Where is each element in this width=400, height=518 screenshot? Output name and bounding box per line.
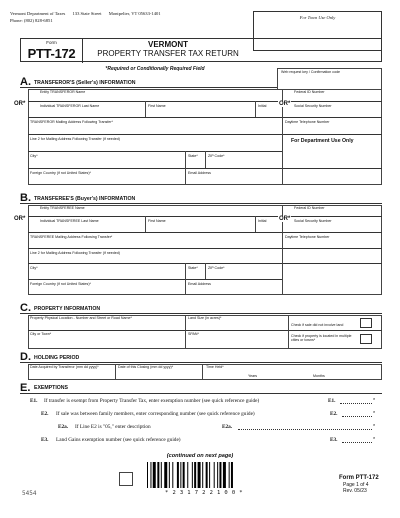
a-phone-label: Daytime Telephone Number bbox=[285, 120, 330, 124]
footer-checkbox[interactable] bbox=[119, 472, 133, 486]
e3-text: Land Gains exemption number (see quick reference guide) bbox=[56, 437, 181, 443]
a-fein-input[interactable] bbox=[283, 94, 381, 101]
dept-name: Vermont Department of Taxes bbox=[10, 11, 66, 16]
dept-city: Montpelier, VT 05633-1401 bbox=[108, 11, 161, 16]
section-a-row-line bbox=[28, 151, 282, 152]
section-a-row-line bbox=[28, 101, 382, 102]
section-c-row-line bbox=[28, 330, 382, 331]
a-email-label: Email Address bbox=[188, 171, 211, 175]
b-addr1-input[interactable] bbox=[29, 239, 281, 247]
a-dept-use-label: For Department Use Only bbox=[291, 138, 354, 144]
e3-input[interactable] bbox=[342, 442, 372, 443]
section-a-row-line bbox=[28, 134, 382, 135]
c-multi-checkbox[interactable] bbox=[360, 334, 372, 344]
b-fein-label: Federal ID Number bbox=[294, 206, 325, 210]
a-phone-input[interactable] bbox=[283, 124, 381, 133]
section-a-title: TRANSFEROR'S (Seller's) INFORMATION bbox=[34, 80, 136, 86]
b-addr1-label: TRANSFEREE Mailing Address Following Transfer* bbox=[30, 235, 113, 239]
a-state-input[interactable] bbox=[186, 158, 204, 167]
department-address bbox=[10, 11, 161, 17]
a-entity-label: Entity TRANSFEROR Name bbox=[40, 90, 86, 94]
a-last-label: Individual TRANSFEROR Last Name bbox=[40, 104, 100, 108]
section-a-row-line bbox=[28, 168, 382, 169]
d-months-label: Months bbox=[313, 374, 325, 378]
department-phone: Phone: (802) 828-6851 bbox=[10, 18, 53, 23]
a-or-left: OR* bbox=[14, 101, 26, 107]
section-b-rule bbox=[20, 203, 382, 204]
b-entity-input[interactable] bbox=[29, 210, 281, 216]
a-city-input[interactable] bbox=[29, 158, 184, 167]
b-last-input[interactable] bbox=[29, 223, 144, 231]
a-last-input[interactable] bbox=[29, 108, 144, 116]
a-first-input[interactable] bbox=[146, 108, 254, 116]
barcode-text: * 2 3 1 7 2 2 1 0 0 * bbox=[165, 490, 243, 496]
form-title-name: PROPERTY TRANSFER TAX RETURN bbox=[97, 48, 239, 58]
dept-street: 133 State Street bbox=[72, 11, 102, 16]
section-c-col-line bbox=[288, 315, 289, 349]
e1-input[interactable] bbox=[340, 403, 372, 404]
b-or-left: OR* bbox=[14, 216, 26, 222]
b-zip-label: ZIP Code* bbox=[208, 266, 225, 270]
section-d-rule bbox=[20, 362, 382, 363]
c-location-label: Property Physical Location - Number and Street or Road Name* bbox=[30, 316, 132, 320]
section-e-rule bbox=[20, 393, 382, 394]
e1-required-star: * bbox=[373, 398, 376, 404]
c-location-input[interactable] bbox=[29, 320, 184, 329]
b-country-input[interactable] bbox=[29, 286, 184, 294]
c-land-label: Land Size (in acres)* bbox=[188, 316, 222, 320]
a-country-input[interactable] bbox=[29, 175, 184, 184]
b-initial-label: Initial bbox=[258, 219, 267, 223]
a-entity-input[interactable] bbox=[29, 94, 281, 101]
a-addr1-input[interactable] bbox=[29, 124, 281, 133]
section-c-rule bbox=[20, 313, 382, 314]
e3-code: E3. bbox=[330, 437, 338, 443]
a-ssn-input[interactable] bbox=[283, 108, 381, 116]
b-or-right: OR* bbox=[279, 216, 291, 222]
c-span-label: SPAN* bbox=[188, 332, 199, 336]
section-b-title: TRANSFEREE'S (Buyer's) INFORMATION bbox=[34, 196, 136, 202]
a-initial-input[interactable] bbox=[256, 108, 281, 116]
continued-note: (continued on next page) bbox=[166, 453, 234, 459]
e2a-number: E2a. bbox=[58, 424, 69, 430]
a-fein-label: Federal ID Number bbox=[294, 90, 325, 94]
a-city-label: City* bbox=[30, 154, 38, 158]
b-entity-label: Entity TRANSFEREE Name bbox=[40, 206, 85, 210]
a-addr2-input[interactable] bbox=[29, 141, 281, 150]
a-addr1-label: TRANSFEROR Mailing Address Following Transfer* bbox=[30, 120, 113, 124]
footer-code: 5454 bbox=[22, 490, 37, 497]
section-d-letter: D. bbox=[20, 351, 31, 363]
d-acquired-input[interactable] bbox=[29, 369, 114, 379]
b-email-input[interactable] bbox=[186, 286, 281, 294]
c-no-land-checkbox[interactable] bbox=[360, 318, 372, 328]
b-email-label: Email Address bbox=[188, 282, 211, 286]
b-phone-input[interactable] bbox=[283, 239, 381, 247]
e2a-input[interactable] bbox=[238, 429, 372, 430]
a-initial-label: Initial bbox=[258, 104, 267, 108]
d-acquired-label: Date Acquired by Transferor (mm dd yyyy)* bbox=[30, 365, 99, 369]
section-b-row-line bbox=[28, 279, 282, 280]
b-phone-label: Daytime Telephone Number bbox=[285, 235, 330, 239]
d-years-input[interactable] bbox=[206, 371, 246, 378]
b-city-label: City* bbox=[30, 266, 38, 270]
e2a-required-star: * bbox=[373, 424, 376, 430]
e3-number: E3. bbox=[41, 437, 49, 443]
b-addr2-input[interactable] bbox=[29, 255, 281, 262]
section-e-letter: E. bbox=[20, 382, 31, 394]
a-zip-label: ZIP Code* bbox=[208, 154, 225, 158]
c-town-label: City or Town* bbox=[30, 332, 52, 336]
a-addr2-label: Line 2 for Mailing Address Following Transfer (if needed) bbox=[30, 137, 120, 141]
form-label: Form bbox=[46, 40, 57, 45]
footer-rev: Rev. 05/23 bbox=[343, 488, 367, 494]
e2-input[interactable] bbox=[342, 416, 372, 417]
b-first-input[interactable] bbox=[146, 223, 254, 231]
b-zip-input[interactable] bbox=[206, 270, 281, 278]
d-years-label: Years bbox=[248, 374, 258, 378]
town-use-label: For Town Use Only bbox=[299, 15, 336, 20]
web-request-label: Web request key / Confirmation code bbox=[281, 70, 341, 74]
footer-page: Page 1 of 4 bbox=[343, 482, 369, 488]
b-country-label: Foreign Country (if not United States)* bbox=[30, 282, 91, 286]
section-a-rule bbox=[20, 87, 277, 88]
section-d-title: HOLDING PERIOD bbox=[34, 355, 80, 361]
c-land-input[interactable] bbox=[186, 320, 287, 329]
b-ssn-input[interactable] bbox=[283, 223, 381, 231]
e2a-text: If Line E2 is "05," enter description bbox=[75, 424, 151, 430]
section-b-row-line bbox=[28, 248, 382, 249]
form-title bbox=[83, 41, 253, 58]
a-or-right: OR* bbox=[279, 101, 291, 107]
a-country-label: Foreign Country (if not United States)* bbox=[30, 171, 91, 175]
barcode bbox=[145, 462, 263, 488]
section-b-row-line bbox=[28, 232, 382, 233]
form-title-state: VERMONT bbox=[148, 40, 188, 49]
section-e-title: EXEMPTIONS bbox=[34, 385, 69, 391]
b-city-input[interactable] bbox=[29, 270, 184, 278]
e3-required-star: * bbox=[373, 437, 376, 443]
b-initial-input[interactable] bbox=[256, 223, 281, 231]
d-months-input[interactable] bbox=[266, 371, 311, 378]
section-c-letter: C. bbox=[20, 302, 31, 314]
section-a-letter: A. bbox=[20, 76, 31, 88]
b-ssn-label: Social Security Number bbox=[294, 219, 332, 223]
a-ssn-label: Social Security Number bbox=[294, 104, 332, 108]
required-note: *Required or Conditionally Required Field bbox=[105, 66, 205, 72]
c-town-input[interactable] bbox=[29, 336, 184, 348]
section-d-col-line bbox=[202, 364, 203, 380]
b-state-label: State* bbox=[188, 266, 198, 270]
e1-code: E1. bbox=[328, 398, 336, 404]
b-last-label: Individual TRANSFEREE Last Name bbox=[40, 219, 99, 223]
e2-code: E2. bbox=[330, 411, 338, 417]
b-addr2-label: Line 2 for Mailing Address Following Transfer (if needed) bbox=[30, 251, 120, 255]
c-span-input[interactable] bbox=[186, 336, 287, 348]
b-state-input[interactable] bbox=[186, 270, 204, 278]
section-c-title: PROPERTY INFORMATION bbox=[34, 306, 101, 312]
form-title-box bbox=[20, 38, 382, 62]
a-first-label: First Name bbox=[148, 104, 166, 108]
a-state-label: State* bbox=[188, 154, 198, 158]
e1-text: If transfer is exempt from Property Transfer Tax, enter exemption number (see quick reference guide) bbox=[44, 398, 260, 404]
section-b-row-line bbox=[28, 216, 382, 217]
form-number: PTT-172 bbox=[27, 46, 76, 61]
web-request-input[interactable] bbox=[278, 74, 381, 89]
section-a-row-line bbox=[28, 117, 382, 118]
a-email-input[interactable] bbox=[186, 175, 281, 184]
c-no-land-label: Check if sale did not involve land bbox=[291, 323, 344, 327]
d-closing-input[interactable] bbox=[116, 369, 201, 379]
d-closing-label: Date of this Closing (mm dd yyyy)* bbox=[118, 365, 174, 369]
e2a-code: E2a. bbox=[222, 424, 233, 430]
section-b-letter: B. bbox=[20, 192, 31, 204]
a-zip-input[interactable] bbox=[206, 158, 281, 167]
footer-form-id: Form PTT-172 bbox=[339, 475, 379, 481]
e2-number: E2. bbox=[41, 411, 49, 417]
e2-text: If sale was between family members, enter corresponding number (see quick reference guide) bbox=[56, 411, 255, 417]
c-multi-label: Check if property is located in multiple cities or towns* bbox=[291, 334, 352, 342]
b-first-label: First Name bbox=[148, 219, 166, 223]
b-fein-input[interactable] bbox=[283, 210, 381, 216]
e1-number: E1. bbox=[30, 398, 38, 404]
d-time-held-label: Time Held* bbox=[206, 365, 224, 369]
e2-required-star: * bbox=[373, 411, 376, 417]
